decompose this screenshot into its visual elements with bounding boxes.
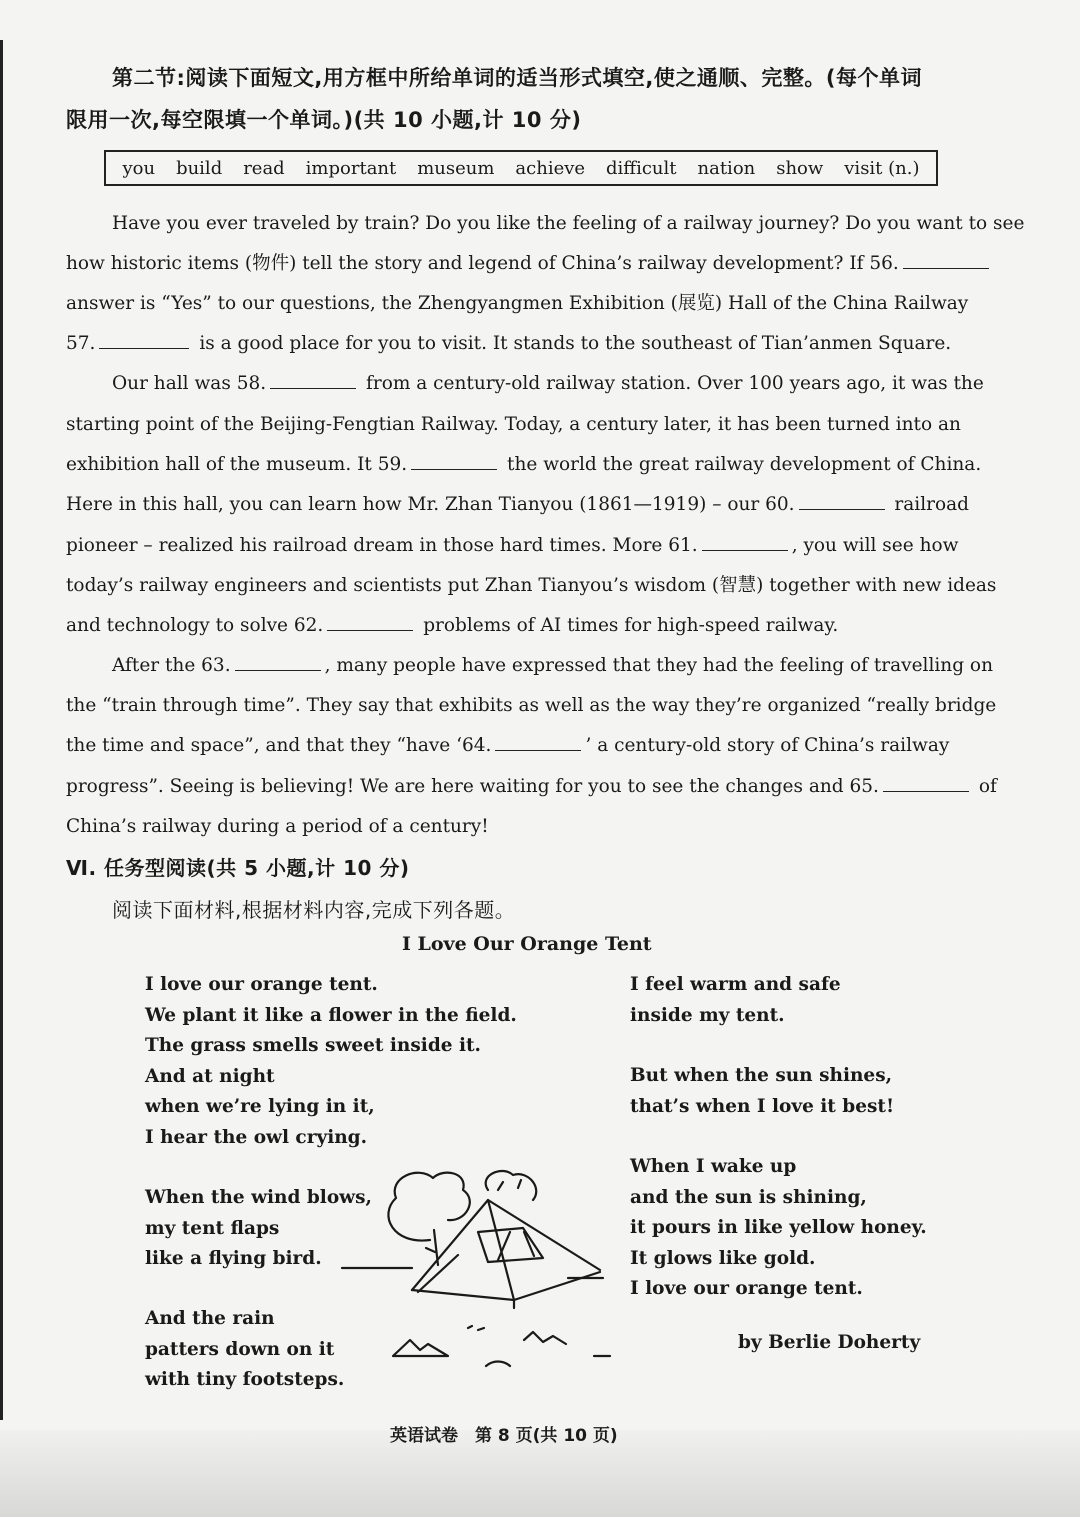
word-box-item: show bbox=[776, 157, 824, 179]
answer-blank-60[interactable] bbox=[799, 487, 885, 510]
poem-line: I feel warm and safe bbox=[630, 974, 841, 995]
tent-illustration bbox=[338, 1160, 618, 1385]
passage-line: answer is “Yes” to our questions, the Zhengyangmen Exhibition (展览) Hall of the China Railway bbox=[66, 293, 969, 314]
answer-blank-64[interactable] bbox=[495, 728, 581, 751]
poem-line: The grass smells sweet inside it. bbox=[145, 1035, 481, 1056]
poem-left-stanza-3 bbox=[145, 1304, 344, 1396]
passage-text: exhibition hall of the museum. It 59. bbox=[66, 454, 408, 475]
word-box-item: achieve bbox=[515, 157, 586, 179]
word-box-item: you bbox=[122, 157, 156, 179]
answer-blank-62[interactable] bbox=[327, 608, 413, 631]
poem-line: But when the sun shines, bbox=[630, 1065, 893, 1086]
passage-line: today’s railway engineers and scientists put Zhan Tianyou’s wisdom (智慧) together with new ideas bbox=[66, 575, 997, 596]
tree-left-canopy bbox=[388, 1173, 469, 1241]
passage-line bbox=[112, 646, 993, 686]
passage-text: ’ a century-old story of China’s railway bbox=[585, 735, 950, 756]
passage-line: starting point of the Beijing-Fengtian Railway. Today, a century later, it has been turned into an bbox=[66, 414, 961, 435]
passage-text: of bbox=[978, 776, 997, 797]
poem-line: inside my tent. bbox=[630, 1004, 785, 1026]
word-box-item: read bbox=[243, 157, 285, 179]
passage-line: China’s railway during a period of a century! bbox=[66, 816, 489, 837]
poem-line: that’s when I love it best! bbox=[630, 1095, 895, 1117]
poem-line: and the sun is shining, bbox=[630, 1186, 867, 1208]
section2-heading-line1: 第二节:阅读下面短文,用方框中所给单词的适当形式填空,使之通顺、完整。(每个单词 bbox=[112, 66, 922, 90]
passage-text: from a century-old railway station. Over 100 years ago, it was the bbox=[366, 373, 984, 394]
passage-text: railroad bbox=[894, 494, 969, 515]
answer-blank-65[interactable] bbox=[883, 769, 969, 792]
word-box-item: difficult bbox=[606, 157, 677, 179]
passage-line: Have you ever traveled by train? Do you like the feeling of a railway journey? Do you want to see bbox=[112, 213, 1025, 234]
poem-line: It glows like gold. bbox=[630, 1247, 816, 1269]
answer-blank-61[interactable] bbox=[702, 528, 788, 551]
word-box-item: visit (n.) bbox=[844, 157, 920, 179]
passage-line bbox=[66, 485, 969, 525]
section6-instruction: 阅读下面材料,根据材料内容,完成下列各题。 bbox=[112, 898, 516, 922]
poem-line: my tent flaps bbox=[145, 1217, 280, 1239]
passage-line bbox=[66, 606, 838, 646]
poem-line: patters down on it bbox=[145, 1338, 335, 1360]
poem-line: like a flying bird. bbox=[145, 1248, 322, 1269]
section6-heading: Ⅵ. 任务型阅读(共 5 小题,计 10 分) bbox=[66, 856, 410, 880]
poem-right-stanza-3 bbox=[630, 1152, 927, 1305]
poem-line: with tiny footsteps. bbox=[145, 1369, 345, 1390]
poem-line: And at night bbox=[145, 1065, 275, 1087]
section2-heading-line2: 限用一次,每空限填一个单词。)(共 10 小题,计 10 分) bbox=[66, 108, 582, 132]
passage-line bbox=[66, 445, 981, 485]
passage-line: the “train through time”. They say that exhibits as well as the way they’re organized “really bridge bbox=[66, 695, 997, 716]
answer-blank-56[interactable] bbox=[903, 246, 989, 269]
passage-text: Here in this hall, you can learn how Mr. Zhan Tianyou (1861—1919) – our 60. bbox=[66, 494, 795, 515]
poem-line: When I wake up bbox=[630, 1156, 797, 1177]
poem-right-stanza-2 bbox=[630, 1061, 894, 1122]
passage-text: 57. bbox=[66, 333, 96, 354]
poem-line: when we’re lying in it, bbox=[145, 1096, 375, 1117]
answer-blank-59[interactable] bbox=[411, 447, 497, 470]
poem-title: I Love Our Orange Tent bbox=[402, 933, 652, 955]
tent-roof bbox=[412, 1200, 600, 1290]
passage-text: and technology to solve 62. bbox=[66, 615, 324, 636]
passage-text: is a good place for you to visit. It stands to the southeast of Tian’anmen Square. bbox=[199, 333, 952, 354]
poem-left-stanza-1 bbox=[145, 970, 517, 1153]
passage-line bbox=[66, 324, 951, 364]
poem-right-stanza-1 bbox=[630, 970, 841, 1031]
passage-text: how historic items (物件) tell the story and legend of China’s railway development? If 56. bbox=[66, 253, 899, 274]
poem-line: And the rain bbox=[145, 1308, 275, 1329]
poem-line: When the wind blows, bbox=[145, 1187, 372, 1208]
passage-text: pioneer – realized his railroad dream in those hard times. More 61. bbox=[66, 535, 698, 556]
poem-line: I love our orange tent. bbox=[630, 1278, 863, 1299]
poem-line: We plant it like a flower in the field. bbox=[145, 1004, 517, 1026]
poem-author: by Berlie Doherty bbox=[738, 1332, 921, 1353]
word-box-item: important bbox=[305, 157, 397, 179]
answer-blank-58[interactable] bbox=[270, 366, 356, 389]
passage-line bbox=[66, 526, 958, 566]
passage-text: , many people have expressed that they had the feeling of travelling on bbox=[324, 655, 993, 676]
passage-text: problems of AI times for high-speed railway. bbox=[423, 615, 839, 636]
passage-text: the time and space”, and that they “have ‘64. bbox=[66, 735, 492, 756]
word-box-item: nation bbox=[697, 157, 756, 179]
answer-blank-57[interactable] bbox=[99, 326, 189, 349]
passage-line bbox=[66, 726, 949, 766]
passage-text: progress”. Seeing is believing! We are here waiting for you to see the changes and 65. bbox=[66, 776, 879, 797]
page-edge-line bbox=[0, 40, 3, 1420]
poem-line: I love our orange tent. bbox=[145, 974, 378, 995]
page-footer: 英语试卷 第 8 页(共 10 页) bbox=[390, 1426, 618, 1446]
passage-text: After the 63. bbox=[112, 655, 231, 676]
word-box bbox=[104, 150, 938, 186]
poem-line: I hear the owl crying. bbox=[145, 1126, 368, 1148]
word-box-item: build bbox=[176, 157, 223, 179]
passage-line bbox=[66, 244, 993, 284]
passage-text: Our hall was 58. bbox=[112, 373, 267, 394]
passage-text: , you will see how bbox=[791, 535, 959, 556]
tree-right-canopy bbox=[486, 1171, 537, 1200]
answer-blank-63[interactable] bbox=[235, 648, 321, 671]
passage-line bbox=[112, 364, 984, 404]
word-box-item: museum bbox=[417, 157, 495, 179]
passage-text: the world the great railway development of China. bbox=[507, 454, 982, 475]
passage-line bbox=[66, 767, 997, 807]
poem-line: it pours in like yellow honey. bbox=[630, 1217, 927, 1238]
